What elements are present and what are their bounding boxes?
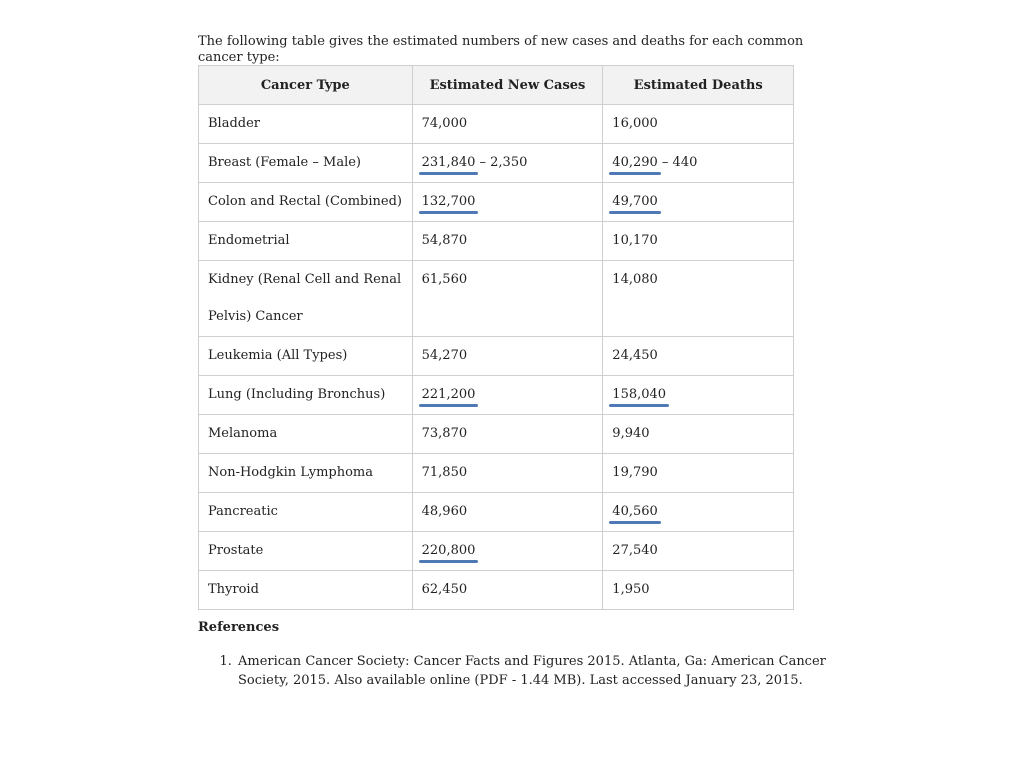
- cell-cases-value: [422, 194, 476, 209]
- table-row: [199, 532, 794, 571]
- cell-deaths: 14,080: [603, 261, 794, 337]
- cell-type: Endometrial: [199, 222, 413, 261]
- header-new-cases: Estimated New Cases: [412, 66, 603, 105]
- cell-type: Bladder: [199, 105, 413, 144]
- underline-annotation: 158,040: [612, 376, 666, 414]
- cell-deaths: [603, 376, 794, 415]
- cell-deaths: 9,940: [603, 415, 794, 454]
- reference-item: 1. American Cancer Society: Cancer Facts and Figures 2015. Atlanta, Ga: American Cancer Society, 2015. Also available online (PDF - 1.44 MB). Last accessed January 23, 2015.: [236, 652, 836, 690]
- table-row: [199, 261, 794, 337]
- cell-deaths: 16,000: [603, 105, 794, 144]
- underline-annotation: 49,700: [612, 183, 658, 221]
- table-row: [199, 144, 794, 183]
- cancer-table: [198, 65, 794, 610]
- cell-cases: 62,450: [412, 571, 603, 610]
- cell-cases-value: [422, 543, 476, 558]
- cell-deaths-value: 40,290 – 440: [612, 155, 697, 170]
- cell-type: Kidney (Renal Cell and Renal Pelvis) Cancer: [199, 261, 413, 337]
- table-header-row: [199, 66, 794, 105]
- cell-type: Leukemia (All Types): [199, 337, 413, 376]
- cell-cases: [412, 144, 603, 183]
- header-cancer-type: Cancer Type: [199, 66, 413, 105]
- cell-cases-value: [422, 387, 476, 402]
- references-list: [198, 652, 836, 690]
- cell-type: Thyroid: [199, 571, 413, 610]
- table-row: [199, 183, 794, 222]
- header-deaths: Estimated Deaths: [603, 66, 794, 105]
- cell-deaths: 24,450: [603, 337, 794, 376]
- cell-cases: 74,000: [412, 105, 603, 144]
- cell-deaths-value: [612, 504, 658, 519]
- table-row: [199, 454, 794, 493]
- cell-cases: [412, 183, 603, 222]
- table-row: [199, 337, 794, 376]
- table-row: [199, 105, 794, 144]
- underline-annotation: 40,560: [612, 493, 658, 531]
- cell-deaths: 27,540: [603, 532, 794, 571]
- underline-annotation: 231,840: [422, 144, 476, 182]
- cell-type: Prostate: [199, 532, 413, 571]
- cell-cases: 61,560: [412, 261, 603, 337]
- table-row: [199, 222, 794, 261]
- cell-cases-value: 231,840 – 2,350: [422, 155, 528, 170]
- cell-deaths: 19,790: [603, 454, 794, 493]
- table-row: [199, 493, 794, 532]
- cell-cases: [412, 532, 603, 571]
- cell-deaths-value: [612, 194, 658, 209]
- cell-deaths: [603, 183, 794, 222]
- cell-type: Melanoma: [199, 415, 413, 454]
- intro-text: The following table gives the estimated numbers of new cases and deaths for each common cancer type:: [198, 34, 804, 65]
- cell-deaths-value: [612, 387, 666, 402]
- table-row: [199, 571, 794, 610]
- underline-annotation: 40,290: [612, 144, 658, 182]
- cell-cases: [412, 376, 603, 415]
- underline-annotation: 132,700: [422, 183, 476, 221]
- cell-deaths: 10,170: [603, 222, 794, 261]
- cell-deaths: 1,950: [603, 571, 794, 610]
- cell-deaths: [603, 144, 794, 183]
- underline-annotation: 220,800: [422, 532, 476, 570]
- cell-type: Lung (Including Bronchus): [199, 376, 413, 415]
- cell-type: Breast (Female – Male): [199, 144, 413, 183]
- underline-annotation: 221,200: [422, 376, 476, 414]
- cell-type: Pancreatic: [199, 493, 413, 532]
- cell-cases: 54,870: [412, 222, 603, 261]
- cell-cases: 48,960: [412, 493, 603, 532]
- references-heading: References: [198, 620, 280, 635]
- cell-cases: 73,870: [412, 415, 603, 454]
- cell-cases: 71,850: [412, 454, 603, 493]
- table-row: [199, 415, 794, 454]
- cell-type: Non-Hodgkin Lymphoma: [199, 454, 413, 493]
- cell-deaths: [603, 493, 794, 532]
- cell-type: Colon and Rectal (Combined): [199, 183, 413, 222]
- cell-cases: 54,270: [412, 337, 603, 376]
- table-row: [199, 376, 794, 415]
